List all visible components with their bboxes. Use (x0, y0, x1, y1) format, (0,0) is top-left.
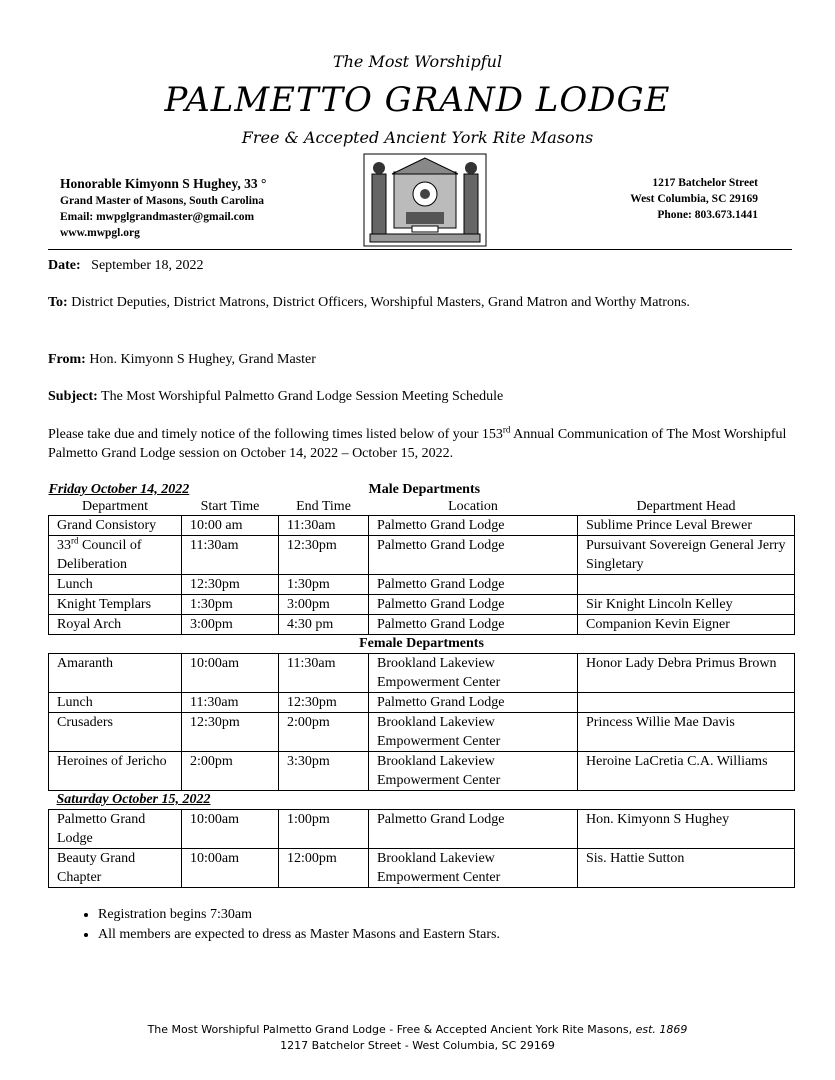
letterhead-title: PALMETTO GRAND LODGE (164, 80, 671, 120)
col-end-time: End Time (279, 499, 369, 516)
table-row (49, 849, 795, 888)
table-header-row (49, 499, 795, 516)
body-ordinal: rd (502, 424, 511, 435)
grand-master-contact (60, 175, 266, 241)
cell-end-time: 12:30pm (279, 536, 369, 575)
footer-lodge-name: The Most Worshipful Palmetto Grand Lodge - Free & Accepted Ancient York Rite Masons, (147, 1023, 636, 1036)
friday-label: Friday October 14, 2022 (48, 482, 190, 497)
cell-department-head: Companion Kevin Eigner (578, 615, 795, 635)
from-value: Hon. Kimyonn S Hughey, Grand Master (89, 352, 316, 367)
cell-end-time: 1:00pm (279, 810, 369, 849)
cell-end-time: 11:30am (279, 516, 369, 536)
cell-location: Brookland Lakeview Empowerment Center (369, 849, 578, 888)
cell-start-time: 1:30pm (182, 595, 279, 615)
col-location: Location (369, 499, 578, 516)
letterhead-subtitle: Free & Accepted Ancient York Rite Masons (241, 128, 594, 147)
memo-from (48, 350, 788, 369)
dept-ordinal: rd (71, 535, 79, 546)
cell-department-head: Hon. Kimyonn S Hughey (578, 810, 795, 849)
cell-start-time: 12:30pm (182, 575, 279, 595)
dept-name: Council of Deliberation (57, 538, 142, 572)
grand-master-name: Honorable Kimyonn S Hughey, 33 ° (60, 176, 267, 191)
lodge-phone: Phone: 803.673.1441 (657, 209, 758, 221)
cell-department: Knight Templars (49, 595, 182, 615)
memo-to (48, 293, 788, 312)
col-department-head: Department Head (578, 499, 795, 516)
cell-start-time: 12:30pm (182, 713, 279, 752)
schedule-table (48, 481, 794, 888)
table-row (49, 595, 795, 615)
saturday-section-row (49, 791, 795, 810)
cell-department: Grand Consistory (49, 516, 182, 536)
table-row (49, 575, 795, 595)
to-value: District Deputies, District Matrons, District Officers, Worshipful Masters, Grand Matron and Worthy Matrons. (71, 295, 690, 310)
cell-start-time: 10:00am (182, 810, 279, 849)
table-row (49, 654, 795, 693)
cell-location: Brookland Lakeview Empowerment Center (369, 752, 578, 791)
memo-subject (48, 387, 788, 406)
dept-number: 33 (57, 538, 71, 553)
cell-department: Crusaders (49, 713, 182, 752)
body-text-a: Please take due and timely notice of the following times listed below of your 153 (48, 427, 503, 442)
lodge-street: 1217 Batchelor Street (652, 177, 758, 189)
cell-end-time: 11:30am (279, 654, 369, 693)
cell-start-time: 10:00am (182, 849, 279, 888)
cell-department (49, 536, 182, 575)
cell-start-time: 10:00am (182, 654, 279, 693)
cell-location: Brookland Lakeview Empowerment Center (369, 654, 578, 693)
footer-line-1 (0, 1022, 835, 1038)
table-row (49, 810, 795, 849)
cell-start-time: 11:30am (182, 693, 279, 713)
subject-label: Subject: (48, 389, 98, 404)
cell-location: Brookland Lakeview Empowerment Center (369, 713, 578, 752)
cell-department-head: Princess Willie Mae Davis (578, 713, 795, 752)
cell-start-time: 3:00pm (182, 615, 279, 635)
table-row (49, 693, 795, 713)
cell-location: Palmetto Grand Lodge (369, 575, 578, 595)
table-row (49, 536, 795, 575)
cell-location: Palmetto Grand Lodge (369, 516, 578, 536)
cell-location: Palmetto Grand Lodge (369, 810, 578, 849)
col-department: Department (49, 499, 182, 516)
grand-master-role: Grand Master of Masons, South Carolina (60, 195, 265, 207)
cell-department-head: Sublime Prince Leval Brewer (578, 516, 795, 536)
footer-established: est. 1869 (635, 1023, 688, 1036)
body-text-b: Annual Communication of The Most Worshipful Palmetto Grand Lodge session on October 14, 2022 – October 15, 2022. (48, 427, 787, 461)
male-departments-title: Male Departments (368, 482, 481, 497)
cell-location: Palmetto Grand Lodge (369, 536, 578, 575)
lodge-website: www.mwpgl.org (60, 227, 140, 239)
cell-start-time: 2:00pm (182, 752, 279, 791)
cell-department: Lunch (49, 693, 182, 713)
table-row (49, 516, 795, 536)
cell-department: Amaranth (49, 654, 182, 693)
cell-department-head: Sis. Hattie Sutton (578, 849, 795, 888)
cell-department: Royal Arch (49, 615, 182, 635)
female-section-row (49, 635, 795, 654)
cell-department-head: Heroine LaCretia C.A. Williams (578, 752, 795, 791)
cell-department-head: Sir Knight Lincoln Kelley (578, 595, 795, 615)
cell-department-head (578, 575, 795, 595)
cell-department: Heroines of Jericho (49, 752, 182, 791)
table-row (49, 752, 795, 791)
cell-location: Palmetto Grand Lodge (369, 595, 578, 615)
notes-list (70, 905, 500, 945)
cell-end-time: 12:00pm (279, 849, 369, 888)
subject-value: The Most Worshipful Palmetto Grand Lodge Session Meeting Schedule (101, 389, 504, 404)
footer-line-2: 1217 Batchelor Street - West Columbia, SC 29169 (280, 1039, 555, 1052)
cell-start-time: 11:30am (182, 536, 279, 575)
cell-end-time: 2:00pm (279, 713, 369, 752)
list-item: • All members are expected to dress as Master Masons and Eastern Stars. (98, 925, 500, 945)
saturday-label: Saturday October 15, 2022 (49, 791, 795, 810)
table-row (49, 615, 795, 635)
letterhead-pre-title: The Most Worshipful (332, 52, 503, 71)
cell-department: Beauty Grand Chapter (49, 849, 182, 888)
lodge-city: West Columbia, SC 29169 (630, 193, 758, 205)
to-label: To: (48, 295, 68, 310)
memo-date (48, 256, 788, 275)
cell-end-time: 4:30 pm (279, 615, 369, 635)
grand-master-email: Email: mwpglgrandmaster@gmail.com (60, 211, 255, 223)
cell-department-head (578, 693, 795, 713)
cell-location: Palmetto Grand Lodge (369, 693, 578, 713)
masonic-temple-emblem-icon (362, 152, 488, 248)
female-departments-title: Female Departments (49, 635, 795, 654)
friday-section-row (49, 481, 795, 499)
cell-start-time: 10:00 am (182, 516, 279, 536)
list-item: • Registration begins 7:30am (98, 905, 500, 925)
cell-department: Palmetto Grand Lodge (49, 810, 182, 849)
cell-location: Palmetto Grand Lodge (369, 615, 578, 635)
cell-end-time: 3:00pm (279, 595, 369, 615)
page-footer (0, 1022, 835, 1054)
memo-body (48, 425, 788, 463)
lodge-address-block (630, 175, 758, 223)
col-start-time: Start Time (182, 499, 279, 516)
table-row (49, 713, 795, 752)
date-value: September 18, 2022 (91, 258, 204, 273)
from-label: From: (48, 352, 86, 367)
cell-end-time: 12:30pm (279, 693, 369, 713)
cell-department-head: Pursuivant Sovereign General Jerry Singletary (578, 536, 795, 575)
cell-end-time: 3:30pm (279, 752, 369, 791)
letterhead-divider (48, 249, 792, 250)
cell-department-head: Honor Lady Debra Primus Brown (578, 654, 795, 693)
cell-department: Lunch (49, 575, 182, 595)
cell-end-time: 1:30pm (279, 575, 369, 595)
date-label: Date: (48, 258, 81, 273)
